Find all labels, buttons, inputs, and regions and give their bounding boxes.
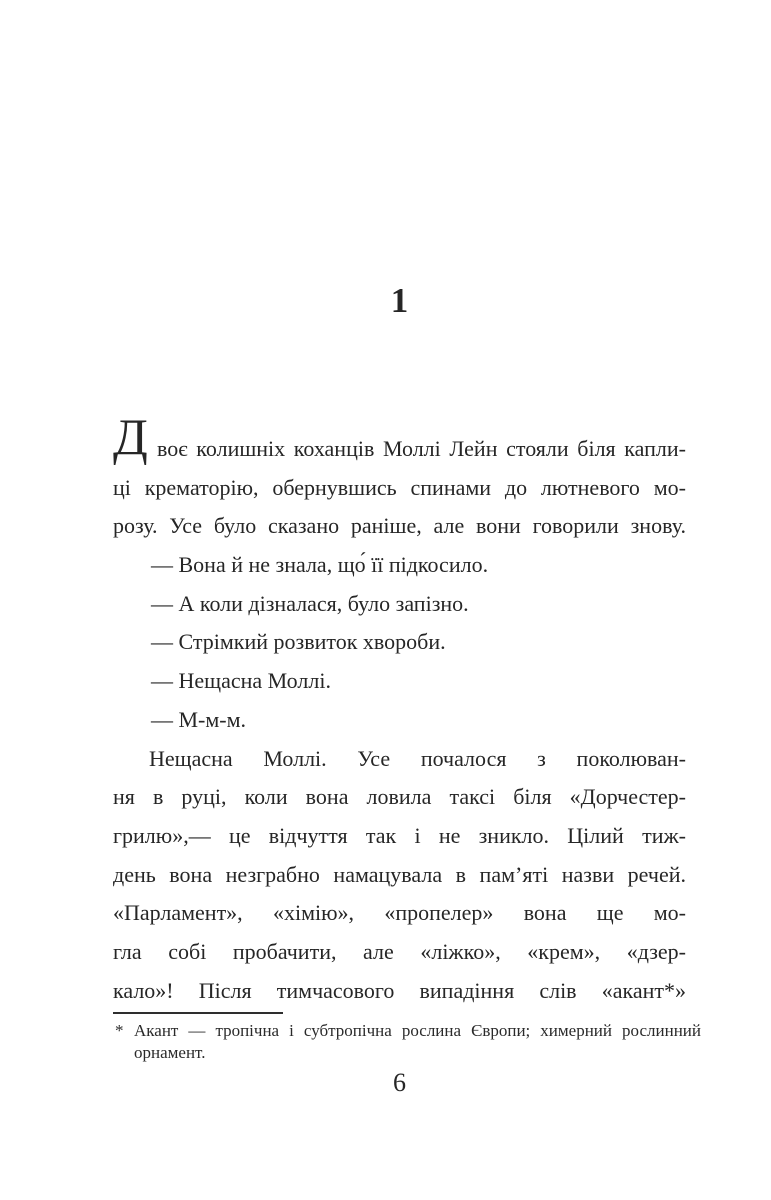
dialogue-line: — Вона й не знала, що́ її підкосило.	[151, 552, 489, 578]
chapter-number: 1	[390, 281, 409, 320]
body-line: кало»! Після тимчасового випадіння слів «акант*»	[113, 977, 686, 1003]
body-line: Нещасна Моллі. Усе почалося з поколюван-	[149, 745, 686, 771]
drop-cap-initial: Д	[113, 410, 148, 466]
dialogue-line: — Стрімкий розвиток хвороби.	[151, 629, 446, 655]
body-text	[113, 410, 686, 1010]
body-line: ня в руці, коли вона ловила таксі біля «Дорчестер-	[113, 784, 686, 810]
body-line: ці крематорію, обернувшись спинами до лютневого мо-	[113, 474, 686, 500]
body-line: грилю»,— це відчуття так і не зникло. Цілий тиж-	[113, 822, 686, 848]
body-line: «Парламент», «хімію», «пропелер» вона ще мо-	[113, 900, 686, 926]
footnote-body	[113, 1020, 701, 1064]
page-number: 6	[393, 1068, 406, 1097]
body-line: день вона незграбно намацувала в пам’яті назви речей.	[113, 861, 686, 887]
footnote-marker: *	[115, 1021, 124, 1040]
body-line: воє колишніх коханців Моллі Лейн стояли біля капли-	[157, 436, 686, 461]
footnote-line: Акант — тропічна і субтропічна рослина Європи; химерний рослинний	[134, 1021, 701, 1040]
footnote-line: орнамент.	[134, 1043, 206, 1062]
body-line: гла собі пробачити, але «ліжко», «крем», «дзер-	[113, 938, 686, 964]
dialogue-line: — М-м-м.	[151, 706, 247, 732]
body-line: розу. Усе було сказано раніше, але вони говорили знову.	[113, 513, 686, 539]
footnote	[113, 1012, 701, 1064]
dialogue-line: — А коли дізналася, було запізно.	[151, 590, 469, 616]
footnote-separator-rule	[113, 1012, 283, 1014]
dialogue-line: — Нещасна Моллі.	[151, 668, 331, 694]
